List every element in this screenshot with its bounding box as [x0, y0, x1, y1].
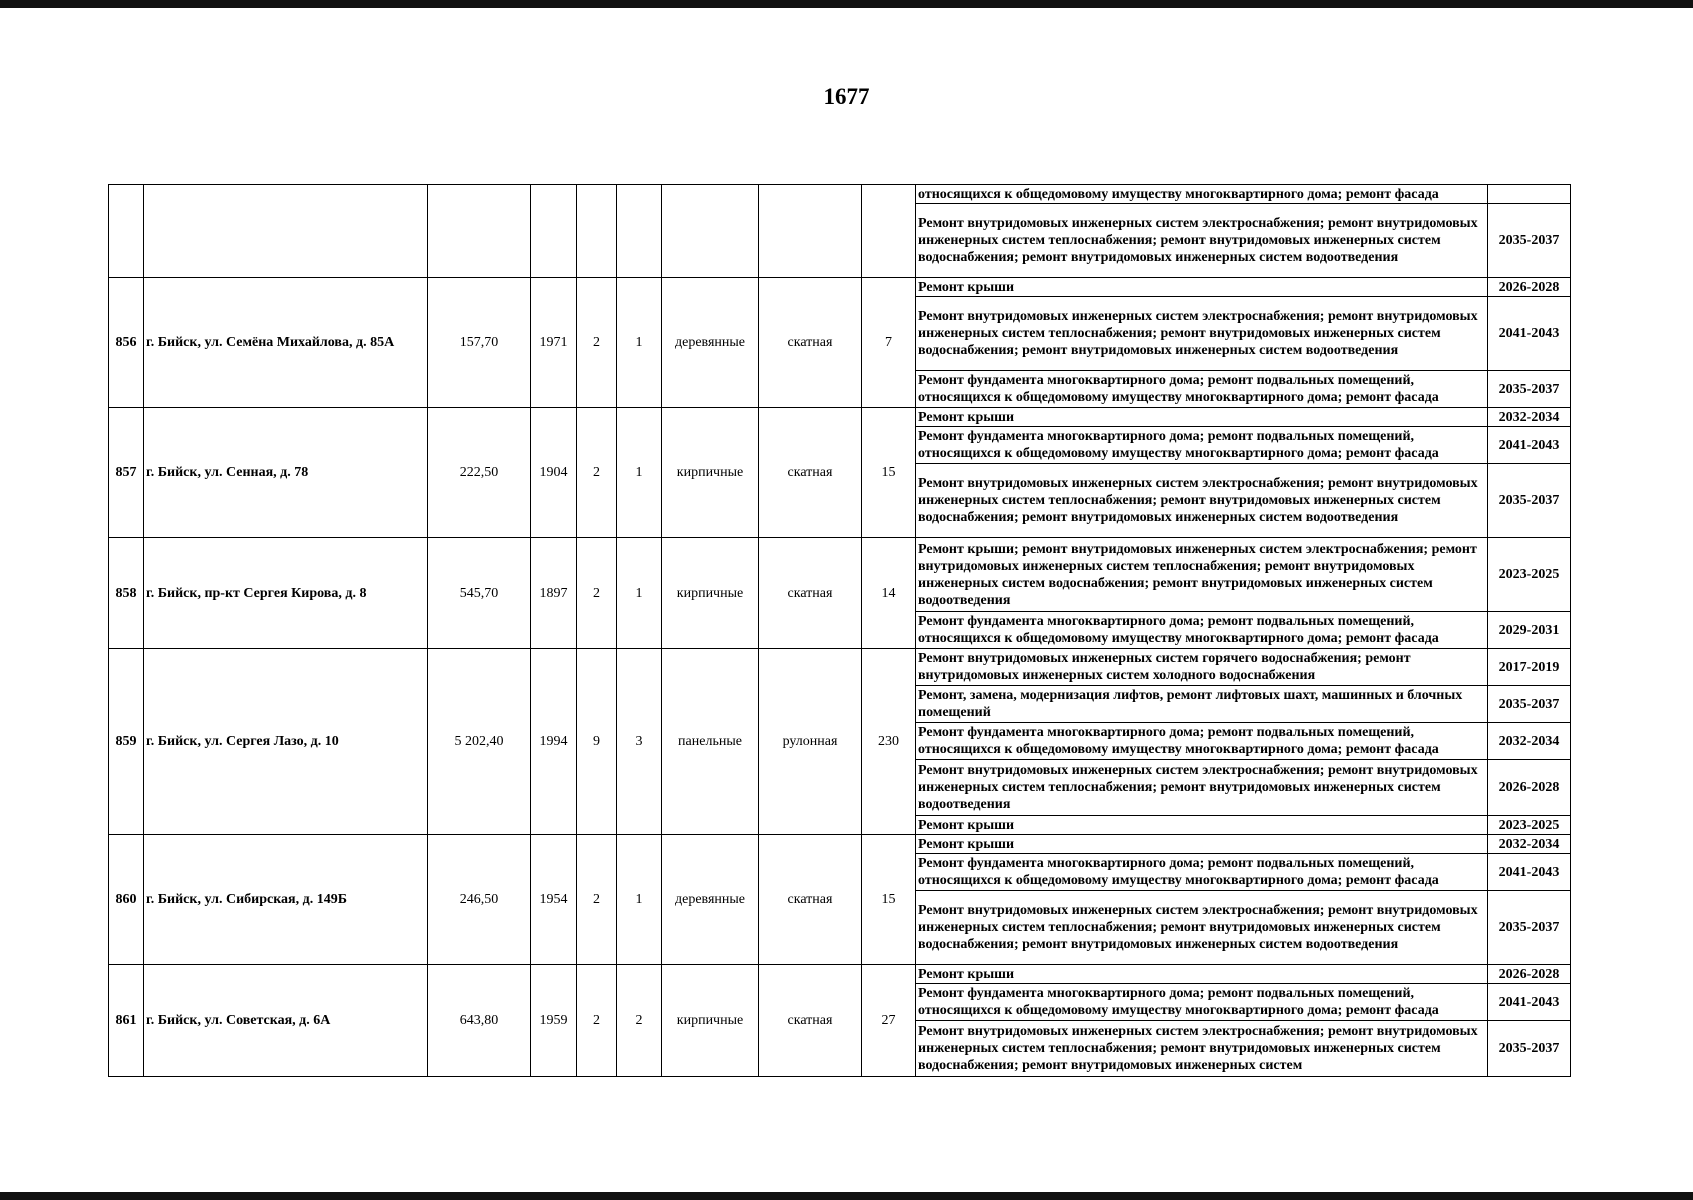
cell-entrances: 1: [617, 538, 662, 649]
cell-year: [531, 185, 577, 278]
cell-year: 1971: [531, 278, 577, 408]
cell-period: 2026-2028: [1488, 278, 1571, 297]
cell-residents: 230: [862, 649, 916, 835]
cell-work: Ремонт внутридомовых инженерных систем электроснабжения; ремонт внутридомовых инженерных систем теплоснабжения; ремонт внутридомовых инженерных систем водоснабжения; ремонт внутридомовых инженерных систем водоотведения: [916, 204, 1488, 278]
cell-roof: скатная: [759, 538, 862, 649]
cell-work: Ремонт крыши: [916, 816, 1488, 835]
cell-period: 2032-2034: [1488, 835, 1571, 854]
cell-walls: кирпичные: [662, 538, 759, 649]
cell-work: Ремонт крыши; ремонт внутридомовых инженерных систем электроснабжения; ремонт внутридомовых инженерных систем теплоснабжения; ремонт внутридомовых инженерных систем водоснабжения; ремонт внутридомовых инженерных систем водоотведения: [916, 538, 1488, 612]
cell-year: 1897: [531, 538, 577, 649]
cell-period: 2035-2037: [1488, 686, 1571, 723]
cell-residents: 7: [862, 278, 916, 408]
cell-num: 856: [109, 278, 144, 408]
cell-period: 2023-2025: [1488, 816, 1571, 835]
cell-period: 2041-2043: [1488, 297, 1571, 371]
cell-year: 1994: [531, 649, 577, 835]
cell-period: 2035-2037: [1488, 371, 1571, 408]
cell-floors: 2: [577, 538, 617, 649]
cell-walls: [662, 185, 759, 278]
cell-area: 545,70: [428, 538, 531, 649]
table-row: [109, 835, 1571, 854]
cell-roof: скатная: [759, 835, 862, 965]
cell-walls: деревянные: [662, 278, 759, 408]
cell-period: 2035-2037: [1488, 204, 1571, 278]
cell-period: 2041-2043: [1488, 984, 1571, 1021]
table-row: [109, 185, 1571, 204]
cell-period: 2041-2043: [1488, 427, 1571, 464]
cell-period: 2035-2037: [1488, 891, 1571, 965]
cell-work: относящихся к общедомовому имуществу многоквартирного дома; ремонт фасада: [916, 185, 1488, 204]
cell-num: 857: [109, 408, 144, 538]
cell-work: Ремонт внутридомовых инженерных систем электроснабжения; ремонт внутридомовых инженерных систем теплоснабжения; ремонт внутридомовых инженерных систем водоснабжения; ремонт внутридомовых инженерных систем водоотведения: [916, 891, 1488, 965]
cell-walls: кирпичные: [662, 408, 759, 538]
scan-bottom-edge: [0, 1192, 1693, 1200]
cell-num: 860: [109, 835, 144, 965]
cell-work: Ремонт, замена, модернизация лифтов, ремонт лифтовых шахт, машинных и блочных помещений: [916, 686, 1488, 723]
cell-work: Ремонт внутридомовых инженерных систем электроснабжения; ремонт внутридомовых инженерных систем теплоснабжения; ремонт внутридомовых инженерных систем водоснабжения; ремонт внутридомовых инженерных систем водоотведения: [916, 297, 1488, 371]
cell-year: 1954: [531, 835, 577, 965]
cell-address: [144, 185, 428, 278]
cell-residents: 27: [862, 965, 916, 1077]
cell-floors: 2: [577, 278, 617, 408]
cell-address: г. Бийск, ул. Сенная, д. 78: [144, 408, 428, 538]
cell-address: г. Бийск, ул. Советская, д. 6А: [144, 965, 428, 1077]
cell-work: Ремонт внутридомовых инженерных систем горячего водоснабжения; ремонт внутридомовых инженерных систем холодного водоснабжения: [916, 649, 1488, 686]
cell-entrances: 2: [617, 965, 662, 1077]
cell-walls: панельные: [662, 649, 759, 835]
cell-period: 2041-2043: [1488, 854, 1571, 891]
cell-work: Ремонт внутридомовых инженерных систем электроснабжения; ремонт внутридомовых инженерных систем теплоснабжения; ремонт внутридомовых инженерных систем водоснабжения; ремонт внутридомовых инженерных систем водоотведения: [916, 464, 1488, 538]
cell-address: г. Бийск, пр-кт Сергея Кирова, д. 8: [144, 538, 428, 649]
cell-area: 222,50: [428, 408, 531, 538]
cell-floors: 2: [577, 835, 617, 965]
page-number: 1677: [823, 84, 870, 109]
cell-work: Ремонт фундамента многоквартирного дома; ремонт подвальных помещений, относящихся к общедомовому имуществу многоквартирного дома; ремонт фасада: [916, 612, 1488, 649]
cell-roof: [759, 185, 862, 278]
cell-period: 2017-2019: [1488, 649, 1571, 686]
cell-work: Ремонт крыши: [916, 278, 1488, 297]
cell-period: 2026-2028: [1488, 760, 1571, 816]
cell-roof: скатная: [759, 278, 862, 408]
cell-residents: 15: [862, 408, 916, 538]
cell-entrances: 1: [617, 278, 662, 408]
cell-area: [428, 185, 531, 278]
cell-floors: 9: [577, 649, 617, 835]
cell-address: г. Бийск, ул. Сергея Лазо, д. 10: [144, 649, 428, 835]
cell-area: 157,70: [428, 278, 531, 408]
cell-address: г. Бийск, ул. Сибирская, д. 149Б: [144, 835, 428, 965]
cell-work: Ремонт фундамента многоквартирного дома; ремонт подвальных помещений, относящихся к общедомовому имуществу многоквартирного дома; ремонт фасада: [916, 723, 1488, 760]
cell-entrances: [617, 185, 662, 278]
cell-period: 2035-2037: [1488, 1021, 1571, 1077]
cell-area: 246,50: [428, 835, 531, 965]
cell-num: 861: [109, 965, 144, 1077]
cell-walls: деревянные: [662, 835, 759, 965]
cell-roof: рулонная: [759, 649, 862, 835]
cell-floors: 2: [577, 408, 617, 538]
cell-period: [1488, 185, 1571, 204]
capital-repair-table: [108, 184, 1571, 1077]
cell-period: 2032-2034: [1488, 723, 1571, 760]
cell-roof: скатная: [759, 408, 862, 538]
cell-period: 2026-2028: [1488, 965, 1571, 984]
cell-work: Ремонт крыши: [916, 835, 1488, 854]
cell-residents: 15: [862, 835, 916, 965]
cell-area: 643,80: [428, 965, 531, 1077]
cell-num: [109, 185, 144, 278]
cell-work: Ремонт фундамента многоквартирного дома; ремонт подвальных помещений, относящихся к общедомовому имуществу многоквартирного дома; ремонт фасада: [916, 427, 1488, 464]
cell-residents: [862, 185, 916, 278]
cell-year: 1904: [531, 408, 577, 538]
table-row: [109, 538, 1571, 612]
table-row: [109, 408, 1571, 427]
cell-work: Ремонт фундамента многоквартирного дома; ремонт подвальных помещений, относящихся к общедомовому имуществу многоквартирного дома; ремонт фасада: [916, 984, 1488, 1021]
cell-work: Ремонт фундамента многоквартирного дома; ремонт подвальных помещений, относящихся к общедомовому имуществу многоквартирного дома; ремонт фасада: [916, 854, 1488, 891]
cell-floors: 2: [577, 965, 617, 1077]
cell-roof: скатная: [759, 965, 862, 1077]
cell-work: Ремонт внутридомовых инженерных систем электроснабжения; ремонт внутридомовых инженерных систем теплоснабжения; ремонт внутридомовых инженерных систем водоснабжения; ремонт внутридомовых инженерных систем: [916, 1021, 1488, 1077]
table-row: [109, 965, 1571, 984]
cell-work: Ремонт крыши: [916, 408, 1488, 427]
cell-num: 858: [109, 538, 144, 649]
cell-entrances: 3: [617, 649, 662, 835]
cell-address: г. Бийск, ул. Семёна Михайлова, д. 85А: [144, 278, 428, 408]
cell-area: 5 202,40: [428, 649, 531, 835]
table-body: [109, 185, 1571, 1077]
cell-walls: кирпичные: [662, 965, 759, 1077]
cell-period: 2029-2031: [1488, 612, 1571, 649]
cell-residents: 14: [862, 538, 916, 649]
cell-period: 2032-2034: [1488, 408, 1571, 427]
table-row: [109, 278, 1571, 297]
cell-work: Ремонт крыши: [916, 965, 1488, 984]
cell-year: 1959: [531, 965, 577, 1077]
cell-entrances: 1: [617, 835, 662, 965]
cell-num: 859: [109, 649, 144, 835]
table-row: [109, 649, 1571, 686]
cell-period: 2035-2037: [1488, 464, 1571, 538]
cell-entrances: 1: [617, 408, 662, 538]
cell-work: Ремонт фундамента многоквартирного дома; ремонт подвальных помещений, относящихся к общедомовому имуществу многоквартирного дома; ремонт фасада: [916, 371, 1488, 408]
cell-period: 2023-2025: [1488, 538, 1571, 612]
cell-work: Ремонт внутридомовых инженерных систем электроснабжения; ремонт внутридомовых инженерных систем теплоснабжения; ремонт внутридомовых инженерных систем водоотведения: [916, 760, 1488, 816]
scan-top-edge: [0, 0, 1693, 8]
cell-floors: [577, 185, 617, 278]
